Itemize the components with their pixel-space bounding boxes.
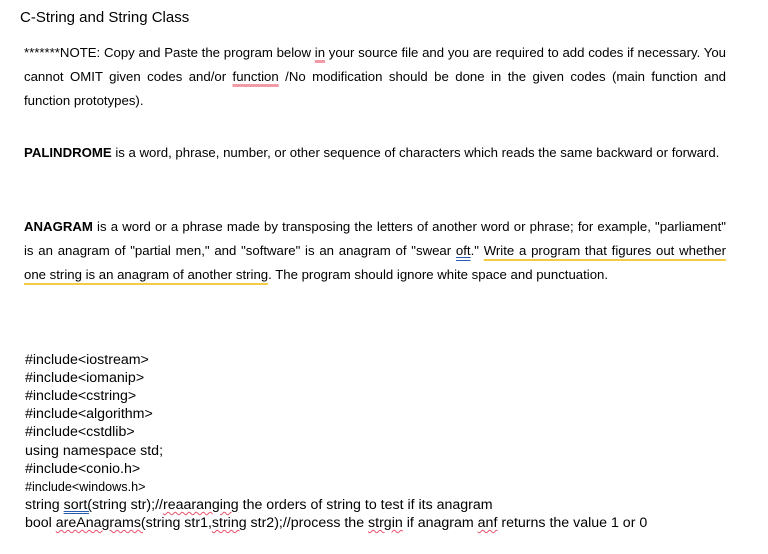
- code-fragment: str2);//process the: [246, 514, 369, 531]
- code-line: #include<iomanip>: [25, 370, 145, 387]
- code-line-sort-prototype: [25, 496, 647, 514]
- code-fragment: bool: [25, 514, 56, 531]
- anagram-text-1: is a word or a phrase made by transposing the letters of another word or phrase; for example, "parliament" is an anagram of "partial men," and "software" is an anagram of "swear: [24, 219, 726, 259]
- anagram-term: ANAGRAM: [24, 219, 93, 234]
- note-word-function: function: [232, 69, 279, 85]
- code-fragment: areAnagrams(: [55, 514, 146, 531]
- code-fragment: string str1,: [145, 514, 212, 531]
- anagram-paragraph: [24, 215, 726, 288]
- code-line: using namespace std;: [25, 442, 164, 459]
- code-fragment: anf: [477, 514, 498, 531]
- palindrome-definition: is a word, phrase, number, or other sequence of characters which reads the same backward or forward.: [111, 145, 720, 160]
- document-title: C-String and String Class: [20, 9, 190, 26]
- note-text-1: *******NOTE: Copy and Paste the program below: [24, 45, 315, 60]
- code-line: #include<algorithm>: [25, 406, 153, 423]
- note-paragraph: [24, 41, 726, 114]
- palindrome-paragraph: [24, 141, 726, 165]
- code-line: #include<cstring>: [25, 388, 137, 405]
- note-word-in: in: [314, 45, 326, 60]
- code-block: [25, 333, 647, 550]
- anagram-text-2: .": [470, 243, 484, 259]
- code-fragment: string: [211, 514, 247, 531]
- code-fragment: the orders of string to test if its anagram: [238, 496, 493, 513]
- code-line: #include<windows.h>: [25, 479, 146, 494]
- code-line: #include<cstdlib>: [25, 424, 135, 441]
- code-fragment: sort(: [63, 496, 93, 513]
- anagram-text-3: . The program should ignore white space and punctuation.: [268, 267, 609, 283]
- code-fragment: string str);//: [92, 496, 163, 513]
- note-text-3: /No modification should be done in the given codes (main function and function prototypes).: [24, 69, 727, 109]
- code-fragment: string: [25, 496, 64, 513]
- code-fragment: returns the value 1 or 0: [497, 514, 648, 531]
- code-fragment: reaaranging: [162, 496, 239, 513]
- anagram-word-oft: oft: [455, 243, 471, 259]
- note-text-2: your source file and you are required to add codes if necessary. You cannot OMIT given codes and/or: [24, 45, 726, 85]
- palindrome-term: PALINDROME: [24, 145, 112, 160]
- code-line: #include<conio.h>: [25, 460, 141, 477]
- code-fragment: if anagram: [402, 514, 478, 531]
- code-line: #include<iostream>: [25, 352, 149, 369]
- code-line-anagram-prototype: [25, 514, 647, 532]
- anagram-task-sentence: Write a program that figures out whether one string is an anagram of another string: [24, 243, 727, 283]
- code-fragment: strgin: [368, 514, 403, 531]
